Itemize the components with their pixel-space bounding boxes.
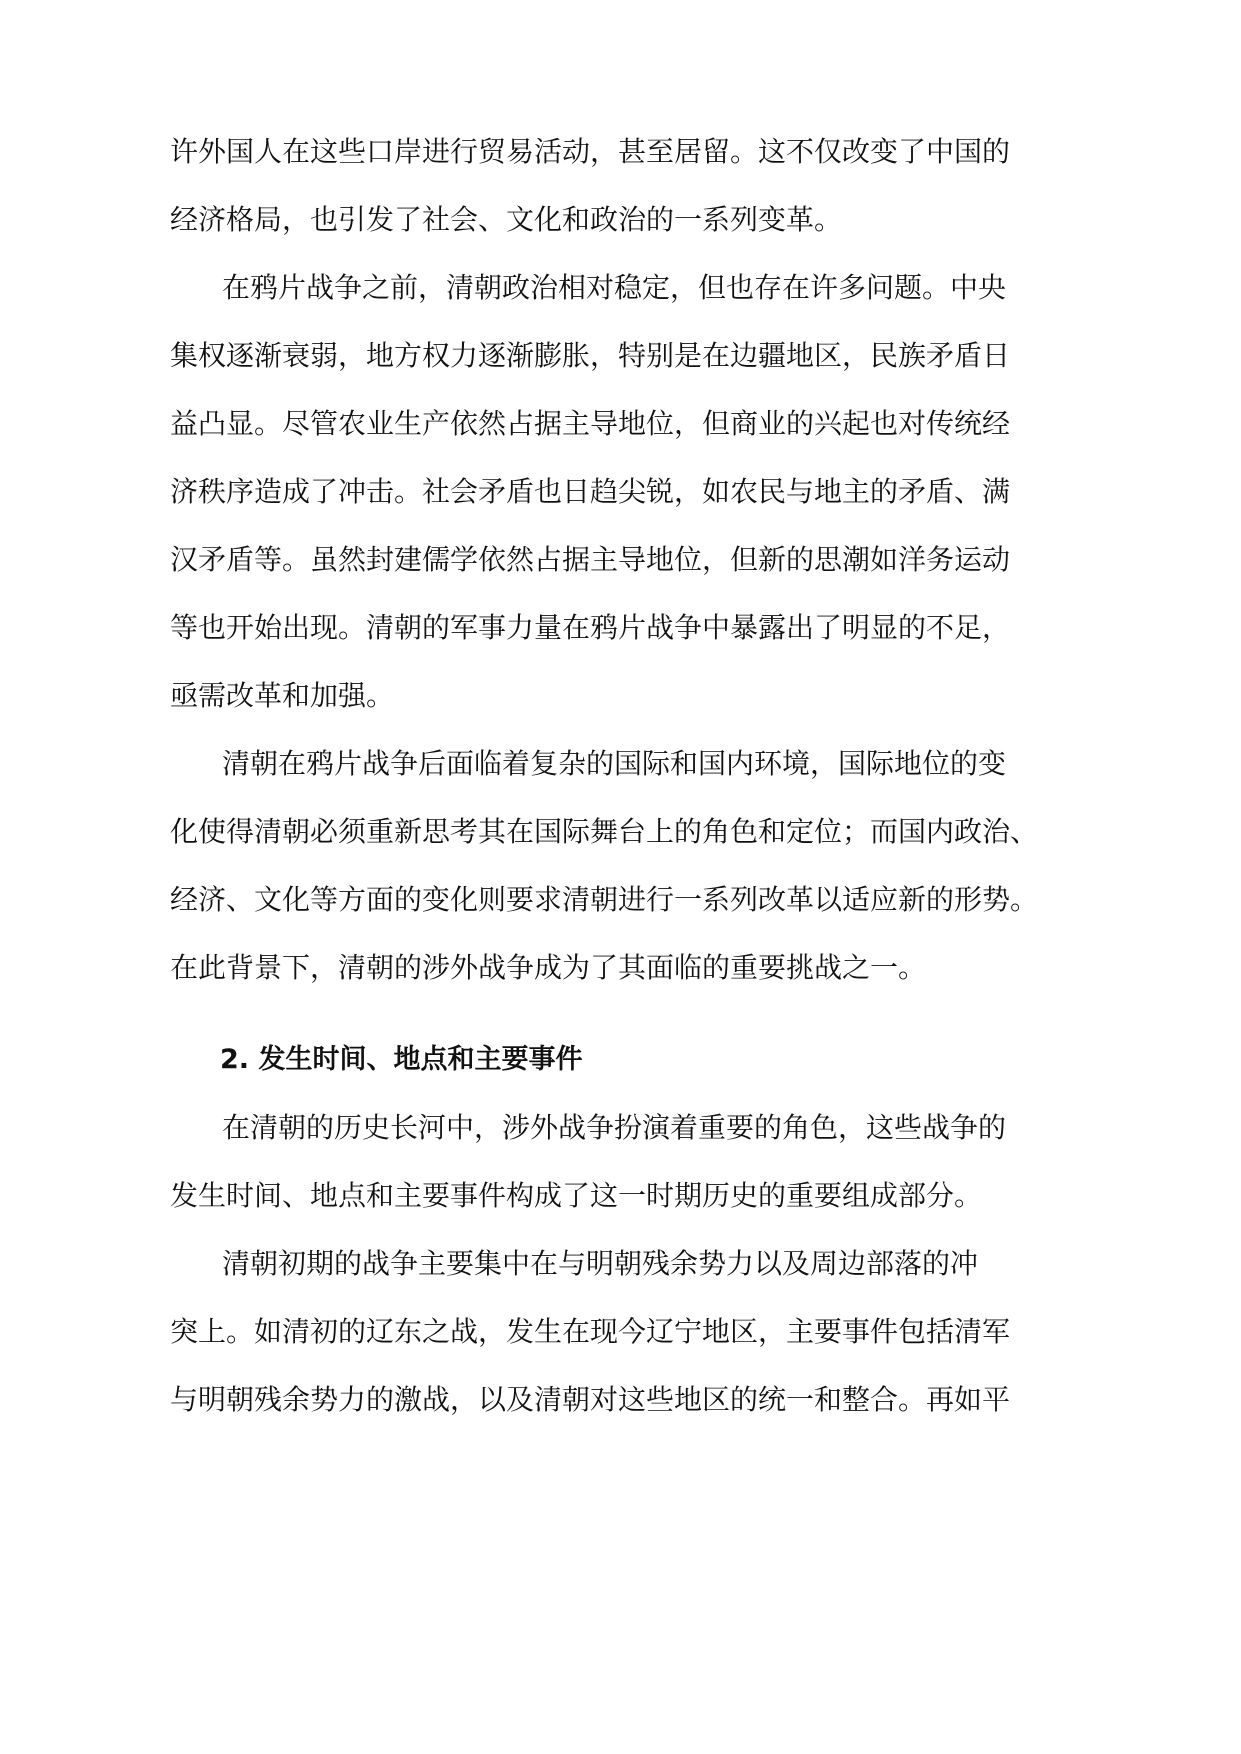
paragraph-line: 许外国人在这些口岸进行贸易活动，甚至居留。这不仅改变了中国的 <box>170 135 1011 168</box>
paragraph-line: 清朝初期的战争主要集中在与明朝残余势力以及周边部落的冲 <box>222 1247 979 1280</box>
paragraph-line: 等也开始出现。清朝的军事力量在鸦片战争中暴露出了明显的不足， <box>170 611 1011 644</box>
paragraph-line: 亟需改革和加强。 <box>170 679 395 712</box>
paragraph-line: 益凸显。尽管农业生产依然占据主导地位，但商业的兴起也对传统经 <box>170 407 1011 440</box>
paragraph-line: 汉矛盾等。虽然封建儒学依然占据主导地位，但新的思潮如洋务运动 <box>170 543 1011 576</box>
paragraph-line: 在清朝的历史长河中，涉外战争扮演着重要的角色，这些战争的 <box>222 1111 1007 1144</box>
paragraph-line: 在此背景下，清朝的涉外战争成为了其面临的重要挑战之一。 <box>170 951 927 984</box>
paragraph-line: 与明朝残余势力的激战，以及清朝对这些地区的统一和整合。再如平 <box>170 1383 1011 1416</box>
paragraph-line: 在鸦片战争之前，清朝政治相对稳定，但也存在许多问题。中央 <box>222 271 1007 304</box>
paragraph-line: 经济、文化等方面的变化则要求清朝进行一系列改革以适应新的形势。 <box>170 883 1039 916</box>
paragraph-line: 集权逐渐衰弱，地方权力逐渐膨胀，特别是在边疆地区，民族矛盾日 <box>170 339 1011 372</box>
paragraph-line: 发生时间、地点和主要事件构成了这一时期历史的重要组成部分。 <box>170 1179 983 1212</box>
paragraph-line: 清朝在鸦片战争后面临着复杂的国际和国内环境，国际地位的变 <box>222 747 1007 780</box>
paragraph-line: 济秩序造成了冲击。社会矛盾也日趋尖锐，如农民与地主的矛盾、满 <box>170 475 1011 508</box>
paragraph-line: 经济格局，也引发了社会、文化和政治的一系列变革。 <box>170 203 843 236</box>
section-heading: 2. 发生时间、地点和主要事件 <box>220 1044 583 1075</box>
paragraph-line: 化使得清朝必须重新思考其在国际舞台上的角色和定位；而国内政治、 <box>170 815 1039 848</box>
paragraph-line: 突上。如清初的辽东之战，发生在现今辽宁地区，主要事件包括清军 <box>170 1315 1011 1348</box>
